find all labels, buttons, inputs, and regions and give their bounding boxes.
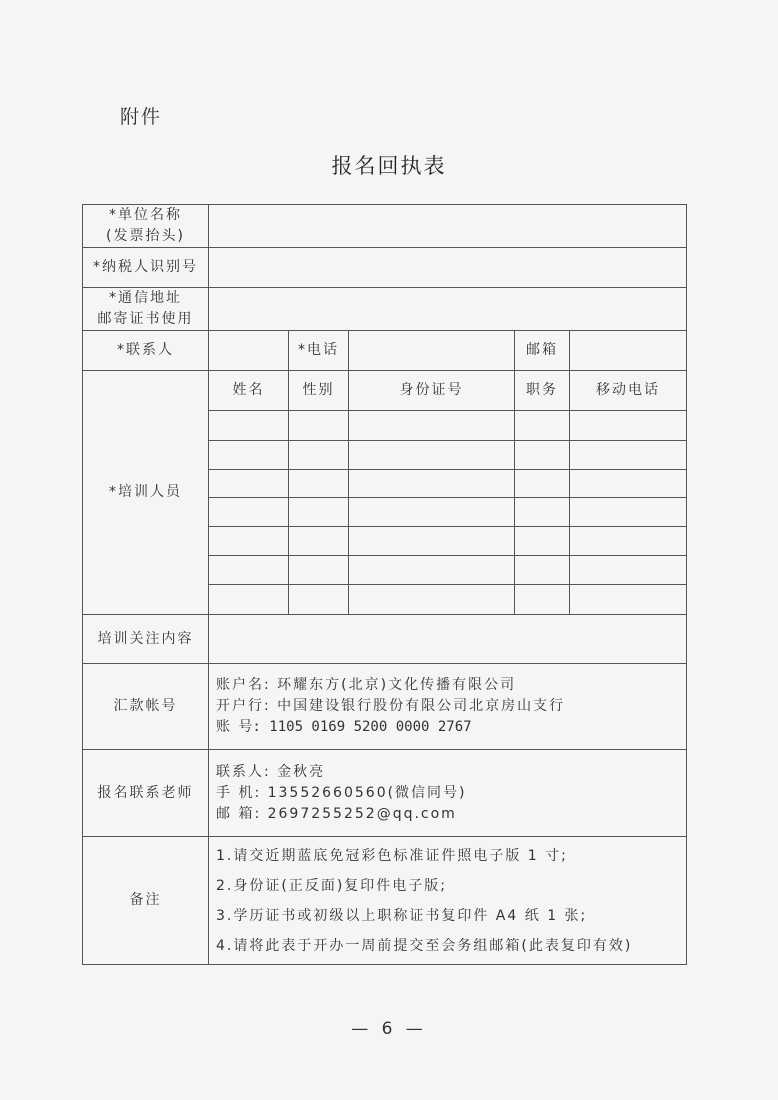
trainee-mobile-cell[interactable] <box>570 556 687 585</box>
trainee-gender-cell[interactable] <box>289 470 349 498</box>
address-row <box>83 288 687 331</box>
trainee-mobile-cell[interactable] <box>570 411 687 441</box>
taxpayer-id-row <box>83 248 687 288</box>
unit-name-label: *单位名称 (发票抬头) <box>83 205 209 248</box>
trainee-header-position: 职务 <box>515 371 570 411</box>
trainee-mobile-cell[interactable] <box>570 470 687 498</box>
taxpayer-id-field[interactable] <box>209 248 687 288</box>
trainee-position-cell[interactable] <box>515 527 570 556</box>
trainee-position-cell[interactable] <box>515 441 570 470</box>
remittance-label: 汇款帐号 <box>83 664 209 750</box>
attachment-label: 附件 <box>120 106 163 128</box>
trainee-mobile-cell[interactable] <box>570 441 687 470</box>
trainee-name-cell[interactable] <box>209 585 289 615</box>
unit-name-field[interactable] <box>209 205 687 248</box>
trainees-label: *培训人员 <box>83 371 209 615</box>
training-focus-field[interactable] <box>209 615 687 664</box>
trainee-name-cell[interactable] <box>209 411 289 441</box>
address-field[interactable] <box>209 288 687 331</box>
trainee-gender-cell[interactable] <box>289 411 349 441</box>
contact-teacher-details <box>209 750 687 837</box>
trainee-header-id-number: 身份证号 <box>349 371 515 411</box>
remittance-row <box>83 664 687 750</box>
account-name-text: 账户名: 环耀东方(北京)文化传播有限公司 <box>216 677 517 693</box>
trainee-header-mobile: 移动电话 <box>570 371 687 411</box>
trainee-id-cell[interactable] <box>349 527 515 556</box>
trainee-gender-cell[interactable] <box>289 527 349 556</box>
account-number-text: 账 号: 1105 0169 5200 0000 2767 <box>216 719 472 735</box>
email-field[interactable] <box>570 331 687 371</box>
bank-text: 开户行: 中国建设银行股份有限公司北京房山支行 <box>216 698 566 714</box>
trainee-header-name: 姓名 <box>209 371 289 411</box>
remarks-label: 备注 <box>83 837 209 965</box>
trainee-id-cell[interactable] <box>349 585 515 615</box>
remarks-row <box>83 837 687 965</box>
remark-item: 4.请将此表于开办一周前提交至会务组邮箱(此表复印有效) <box>216 937 633 954</box>
remarks-details <box>209 837 687 965</box>
form-title: 报名回执表 <box>331 154 447 178</box>
taxpayer-id-label: *纳税人识别号 <box>83 248 209 288</box>
page-number: — 6 — <box>351 1019 427 1039</box>
email-label: 邮箱 <box>515 331 570 371</box>
trainee-id-cell[interactable] <box>349 441 515 470</box>
remark-item: 2.身份证(正反面)复印件电子版; <box>216 877 447 894</box>
trainee-name-cell[interactable] <box>209 441 289 470</box>
contact-row <box>83 331 687 371</box>
trainee-position-cell[interactable] <box>515 498 570 527</box>
trainee-gender-cell[interactable] <box>289 556 349 585</box>
phone-label: *电话 <box>289 331 349 371</box>
trainee-position-cell[interactable] <box>515 585 570 615</box>
trainee-gender-cell[interactable] <box>289 585 349 615</box>
trainee-id-cell[interactable] <box>349 411 515 441</box>
trainee-id-cell[interactable] <box>349 498 515 527</box>
trainee-position-cell[interactable] <box>515 470 570 498</box>
teacher-mobile-text: 手 机: 13552660560(微信同号) <box>216 784 467 801</box>
phone-field[interactable] <box>349 331 515 371</box>
trainee-header-row <box>83 371 687 411</box>
address-label: *通信地址 邮寄证书使用 <box>83 288 209 331</box>
contact-teacher-label: 报名联系老师 <box>83 750 209 837</box>
trainee-position-cell[interactable] <box>515 411 570 441</box>
contact-person-field[interactable] <box>209 331 289 371</box>
trainee-id-cell[interactable] <box>349 556 515 585</box>
trainee-name-cell[interactable] <box>209 527 289 556</box>
trainee-mobile-cell[interactable] <box>570 498 687 527</box>
trainee-mobile-cell[interactable] <box>570 585 687 615</box>
trainee-header-gender: 性别 <box>289 371 349 411</box>
trainee-gender-cell[interactable] <box>289 498 349 527</box>
remark-item: 3.学历证书或初级以上职称证书复印件 A4 纸 1 张; <box>216 907 588 924</box>
trainee-name-cell[interactable] <box>209 470 289 498</box>
trainee-gender-cell[interactable] <box>289 441 349 470</box>
trainee-name-cell[interactable] <box>209 556 289 585</box>
training-focus-label: 培训关注内容 <box>83 615 209 664</box>
trainee-mobile-cell[interactable] <box>570 527 687 556</box>
training-focus-row <box>83 615 687 664</box>
trainee-name-cell[interactable] <box>209 498 289 527</box>
unit-name-row <box>83 205 687 248</box>
teacher-name-text: 联系人: 金秋亮 <box>216 763 326 780</box>
contact-person-label: *联系人 <box>83 331 209 371</box>
trainee-position-cell[interactable] <box>515 556 570 585</box>
contact-teacher-row <box>83 750 687 837</box>
registration-form-table <box>82 204 687 965</box>
teacher-email-text: 邮 箱: 2697255252@qq.com <box>216 805 457 822</box>
remittance-details <box>209 664 687 750</box>
remark-item: 1.请交近期蓝底免冠彩色标准证件照电子版 1 寸; <box>216 847 568 864</box>
trainee-id-cell[interactable] <box>349 470 515 498</box>
